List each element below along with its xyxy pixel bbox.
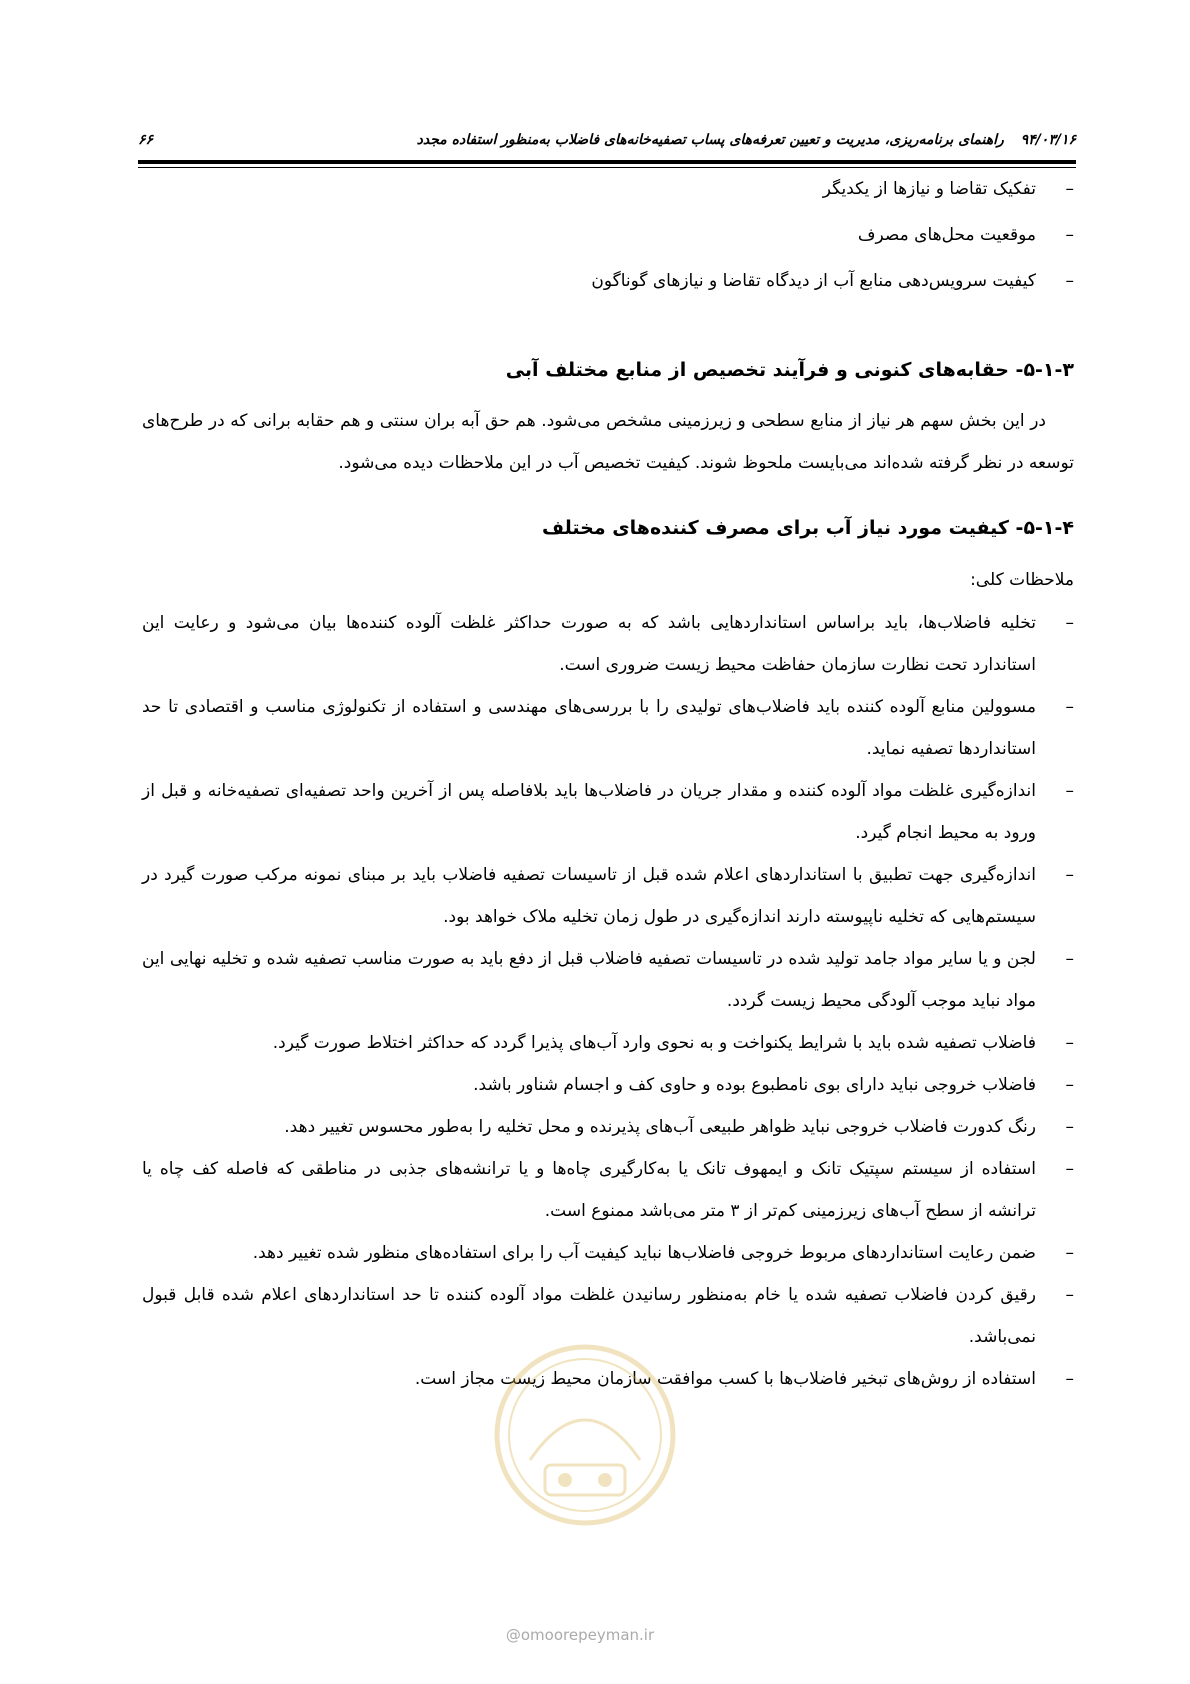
quality-bullet-list — [142, 602, 1074, 1400]
section-paragraph — [142, 400, 1074, 484]
list-item-text: فاضلاب خروجی نباید دارای بوی نامطبوع بوده و حاوی کف و اجسام شناور باشد. — [473, 1075, 1036, 1095]
page-number: ۶۶ — [138, 132, 154, 148]
list-item — [142, 1022, 1074, 1064]
list-item — [142, 854, 1074, 938]
list-item — [142, 258, 1074, 304]
list-item — [142, 938, 1074, 1022]
list-item — [142, 1148, 1074, 1232]
remarks-label: ملاحظات کلی: — [970, 570, 1074, 590]
list-item-text: رقیق کردن فاضلاب تصفیه شده یا خام به‌منظور رسانیدن غلظت مواد آلوده کننده تا حد استانداردهای اعلام شده قابل قبول نمی‌باشد. — [142, 1285, 1036, 1347]
list-item — [142, 1064, 1074, 1106]
list-item — [142, 1358, 1074, 1400]
list-item-text: لجن و یا سایر مواد جامد تولید شده در تاسیسات تصفیه فاضلاب قبل از دفع باید به صورت مناسب تصفیه شده و تخلیه نهایی این مواد نباید موجب آلودگی محیط زیست گردد. — [142, 949, 1036, 1011]
list-item-text: موقعیت محل‌های مصرف — [857, 225, 1036, 245]
watermark-site-text: @omoorepeyman.ir — [505, 1626, 655, 1644]
bullet-dash: – — [1065, 1117, 1074, 1137]
bullet-dash: – — [1065, 949, 1074, 969]
bullet-dash: – — [1065, 1285, 1074, 1305]
header-title — [417, 132, 1076, 148]
bullet-dash: – — [1065, 225, 1074, 245]
bullet-dash: – — [1065, 179, 1074, 199]
bullet-dash: – — [1065, 1033, 1074, 1053]
list-item — [142, 770, 1074, 854]
running-header — [138, 125, 1076, 155]
list-item-text: استفاده از سیستم سپتیک تانک و ایمهوف تانک یا به‌کارگیری چاه‌ها و یا ترانشه‌های جذبی در مناطقی که فاصله کف چاه یا ترانشه از سطح آب‌های زیرزمینی کم‌تر از ۳ متر می‌باشد ممنوع است. — [142, 1159, 1036, 1221]
section-heading: ۵-۱-۳- حقابه‌های کنونی و فرآیند تخصیص از منابع مختلف آبی — [505, 359, 1074, 381]
list-item-text: اندازه‌گیری جهت تطبیق با استانداردهای اعلام شده قبل از تاسیسات تصفیه فاضلاب باید بر مبنای نمونه مرکب صورت گیرد در سیستم‌هایی که تخلیه ناپیوسته دارند اندازه‌گیری در طول زمان تخلیه ملاک خواهد بود. — [142, 865, 1036, 927]
section-heading: ۵-۱-۴- کیفیت مورد نیاز آب برای مصرف کننده‌های مختلف — [542, 517, 1074, 539]
bullet-dash: – — [1065, 271, 1074, 291]
bullet-dash: – — [1065, 865, 1074, 885]
bullet-dash: – — [1065, 1369, 1074, 1389]
bullet-dash: – — [1065, 697, 1074, 717]
bullet-dash: – — [1065, 1075, 1074, 1095]
header-title-text: راهنمای برنامه‌ریزی، مدیریت و تعیین تعرفه‌های پساب تصفیه‌خانه‌های فاضلاب به‌منظور استفاده مجدد — [416, 132, 1004, 148]
header-rule-thick — [138, 160, 1076, 164]
list-item — [142, 1232, 1074, 1274]
list-item-text: تفکیک تقاضا و نیازها از یکدیگر — [822, 179, 1036, 199]
list-item — [142, 1106, 1074, 1148]
section-water-quality — [142, 508, 1074, 548]
section-current-water-rights — [142, 350, 1074, 390]
bullet-dash: – — [1065, 1243, 1074, 1263]
list-item-text: مسوولین منابع آلوده کننده باید فاضلاب‌های تولیدی را با بررسی‌های مهندسی و استفاده از تکنولوژی مناسب و اقتصادی تا حد استانداردها تصفیه نماید. — [142, 697, 1036, 759]
header-date: ۹۴/۰۳/۱۶ — [1020, 132, 1076, 148]
list-item — [142, 166, 1074, 212]
list-item-text: استفاده از روش‌های تبخیر فاضلاب‌ها با کسب موافقت سازمان محیط زیست مجاز است. — [414, 1369, 1036, 1389]
bullet-dash: – — [1065, 1159, 1074, 1179]
list-item-text: تخلیه فاضلاب‌ها، باید براساس استانداردهایی باشد که به صورت حداکثر غلظت آلوده کننده‌ها بیان می‌شود و رعایت این استاندارد تحت نظارت سازمان حفاظت محیط زیست ضروری است. — [142, 613, 1036, 675]
bullet-dash: – — [1065, 781, 1074, 801]
list-item — [142, 1274, 1074, 1358]
intro-bullet-list — [142, 166, 1074, 304]
bullet-dash: – — [1065, 613, 1074, 633]
list-item-text: اندازه‌گیری غلظت مواد آلوده کننده و مقدار جریان در فاضلاب‌ها باید بلافاصله پس از آخرین واحد تصفیه‌ای تصفیه‌خانه و قبل از ورود به محیط انجام گیرد. — [142, 781, 1036, 843]
list-item-text: فاضلاب تصفیه شده باید با شرایط یکنواخت و به نحوی وارد آب‌های پذیرا گردد که حداکثر اختلاط صورت گیرد. — [272, 1033, 1036, 1053]
list-item — [142, 686, 1074, 770]
list-item-text: کیفیت سرویس‌دهی منابع آب از دیدگاه تقاضا و نیازهای گوناگون — [591, 271, 1036, 291]
list-item-text: ضمن رعایت استانداردهای مربوط خروجی فاضلاب‌ها نباید کیفیت آب را برای استفاده‌های منظور شده تغییر دهد. — [252, 1243, 1036, 1263]
list-item — [142, 212, 1074, 258]
list-item — [142, 602, 1074, 686]
paragraph-text: در این بخش سهم هر نیاز از منابع سطحی و زیرزمینی مشخص می‌شود. هم حق آبه بران سنتی و هم حقابه برانی که در طرح‌های توسعه در نظر گرفته شده‌اند می‌بایست ملحوظ شوند. کیفیت تخصیص آب در این ملاحظات دیده می‌شود. — [142, 411, 1074, 473]
list-item-text: رنگ کدورت فاضلاب خروجی نباید ظواهر طبیعی آب‌های پذیرنده و محل تخلیه را به‌طور محسوس تغییر دهد. — [284, 1117, 1036, 1137]
